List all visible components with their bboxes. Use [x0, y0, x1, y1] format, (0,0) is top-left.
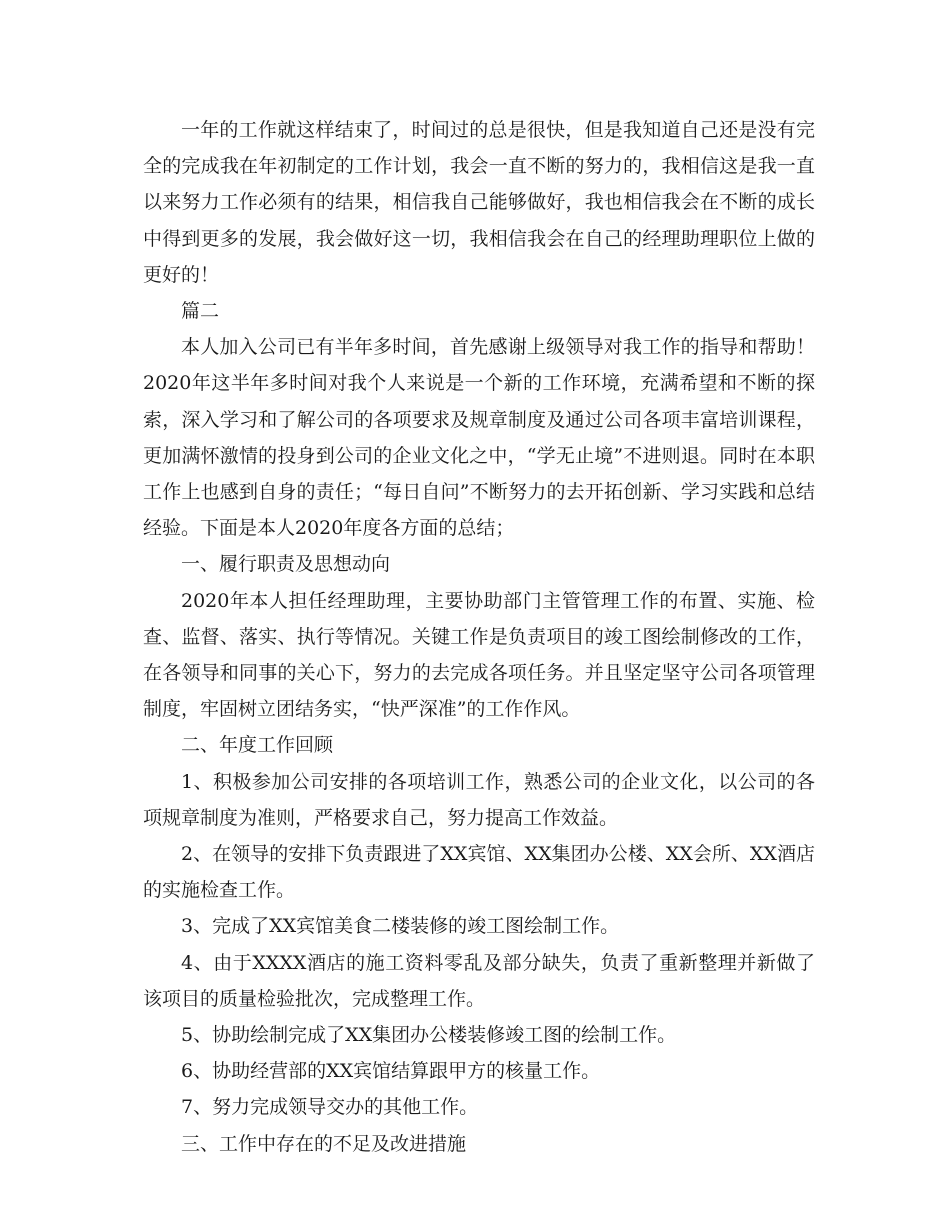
list-item-6: 6、协助经营部的XX宾馆结算跟甲方的核量工作。 [181, 1060, 601, 1083]
list-item-2: 2、在领导的安排下负责跟进了XX宾馆、XX集团办公楼、XX会所、XX酒店的实施检查工作。 [143, 843, 815, 902]
document-body [143, 112, 815, 1162]
list-item-5: 5、协助绘制完成了XX集团办公楼装修竣工图的绘制工作。 [181, 1024, 677, 1047]
list-item-4: 4、由于XXXX酒店的施工资料零乱及部分缺失，负责了重新整理并新做了该项目的质量检验批次，完成整理工作。 [143, 951, 815, 1010]
section-heading-annual-review: 二、年度工作回顾 [181, 734, 334, 757]
section-heading-duties: 一、履行职责及思想动向 [181, 553, 391, 576]
section-heading-shortcomings: 三、工作中存在的不足及改进措施 [181, 1132, 467, 1155]
list-item-7: 7、努力完成领导交办的其他工作。 [181, 1096, 479, 1119]
section-heading-part-two: 篇二 [181, 300, 220, 323]
paragraph-duties: 2020年本人担任经理助理，主要协助部门主管管理工作的布置、实施、检查、监督、落实、执行等情况。关键工作是负责项目的竣工图绘制修改的工作，在各领导和同事的关心下，努力的去完成各项任务。并且坚定坚守公司各项管理制度，牢固树立团结务实，“快严深准”的工作作风。 [143, 589, 815, 721]
list-item-1: 1、积极参加公司安排的各项培训工作，熟悉公司的企业文化，以公司的各项规章制度为准则，严格要求自己，努力提高工作效益。 [143, 770, 815, 829]
paragraph-closing-summary: 一年的工作就这样结束了，时间过的总是很快，但是我知道自己还是没有完全的完成我在年初制定的工作计划，我会一直不断的努力的，我相信这是我一直以来努力工作必须有的结果，相信我自己能够做好，我也相信我会在不断的成长中得到更多的发展，我会做好这一切，我相信我会在自己的经理助理职位上做的更好的！ [143, 119, 815, 286]
list-item-3: 3、完成了XX宾馆美食二楼装修的竣工图绘制工作。 [181, 915, 620, 938]
paragraph-introduction: 本人加入公司已有半年多时间，首先感谢上级领导对我工作的指导和帮助！2020年这半年多时间对我个人来说是一个新的工作环境，充满希望和不断的探索，深入学习和了解公司的各项要求及规章制度及通过公司各项丰富培训课程，更加满怀激情的投身到公司的企业文化之中，“学无止境”不进则退。同时在本职工作上也感到自身的责任；“每日自问”不断努力的去开拓创新、学习实践和总结经验。下面是本人2020年度各方面的总结； [143, 336, 815, 540]
